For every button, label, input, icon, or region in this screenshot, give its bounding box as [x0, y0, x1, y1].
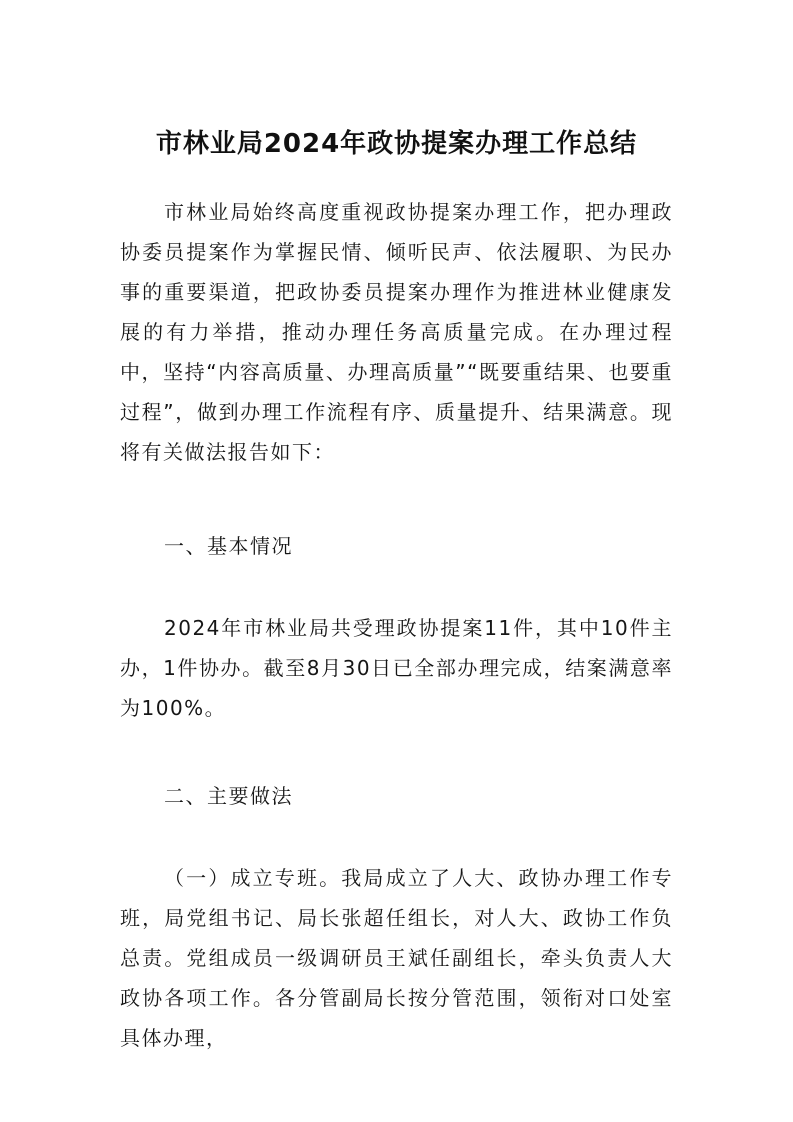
document-title: 市林业局2024年政协提案办理工作总结 [155, 129, 638, 159]
section-heading-basic-situation: 一、基本情况 [164, 534, 293, 558]
intro-paragraph: 市林业局始终高度重视政协提案办理工作，把办理政协委员提案作为掌握民情、倾听民声、依法履职、为民办事的重要渠道，把政协委员提案办理作为推进林业健康发展的有力举措，推动办理任务高质量完成。在办理过程中，坚持“内容高质量、办理高质量”“既要重结果、也要重过程”，做到办理工作流程有序、质量提升、结果满意。现将有关做法报告如下： [120, 200, 673, 464]
section-heading-main-practices: 二、主要做法 [164, 784, 293, 808]
basic-situation-paragraph: 2024年市林业局共受理政协提案11件，其中10件主办，1件协办。截至8月30日已全部办理完成，结案满意率为100%。 [120, 616, 673, 720]
main-practices-paragraph: （一）成立专班。我局成立了人大、政协办理工作专班，局党组书记、局长张超任组长，对人大、政协工作负总责。党组成员一级调研员王斌任副组长，牵头负责人大政协各项工作。各分管副局长按分管范围，领衔对口处室具体办理， [120, 866, 673, 1050]
